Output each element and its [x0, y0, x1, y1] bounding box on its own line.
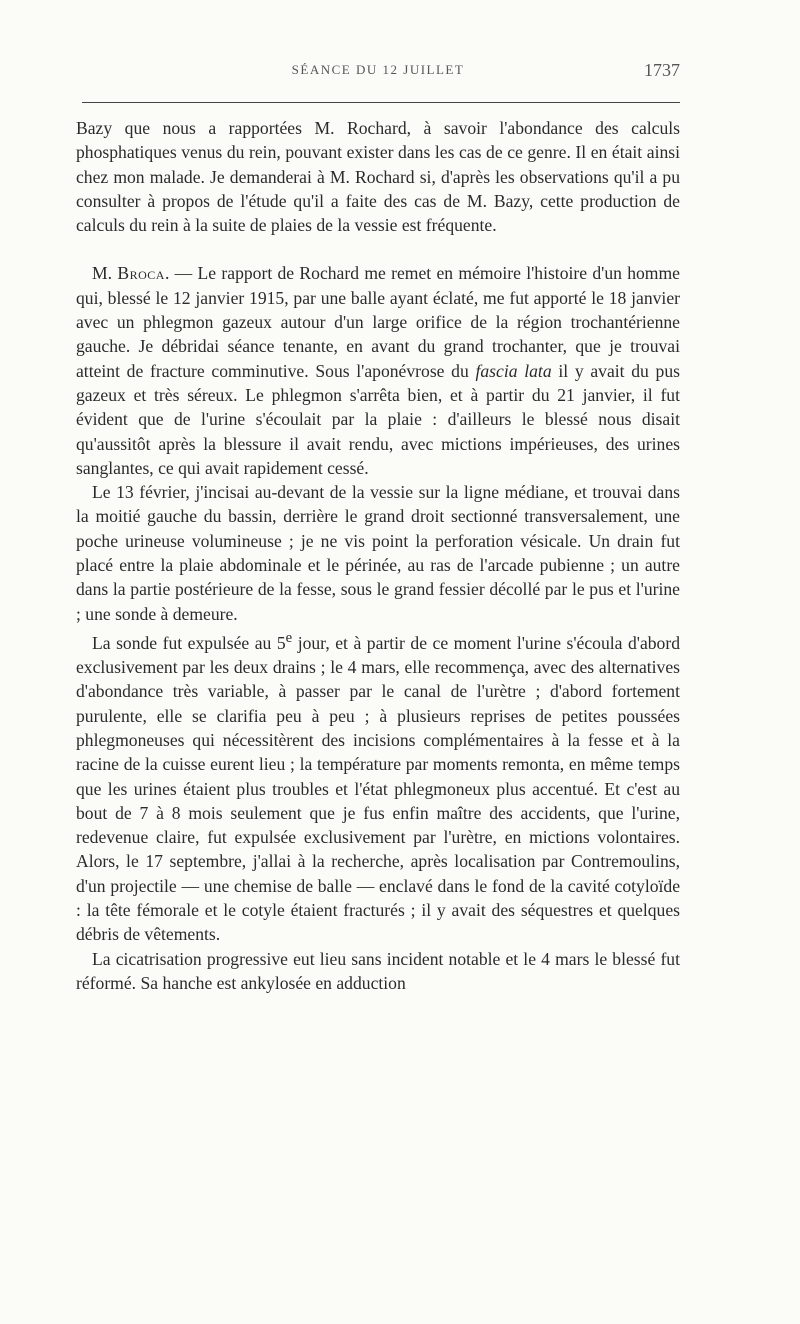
paragraph-outcome	[76, 947, 680, 996]
superscript: e	[285, 629, 293, 646]
text-run: La cicatrisation progressive eut lieu sans incident notable et le 4 mars le blessé fut réformé. Sa hanche est ankylosée en adduction	[76, 948, 680, 993]
running-head: SÉANCE DU 12 JUILLET	[291, 62, 465, 77]
text-run: M.	[92, 263, 118, 284]
speaker-name: Broca	[117, 263, 165, 284]
text-run: il y avait du pus gazeux et très séreux. Le phlegmon s'arrêta bien, et à partir du 21 janvier, il fut évident que de l'urine s'écoulait par la plaie : d'ailleurs le blessé nous disait qu'aussitôt après la blessure il avait rendu, avec mictions impérieuses, des urines sanglantes, ce qui avait rapidement cessé.	[76, 360, 680, 478]
paragraph-evolution	[76, 626, 680, 947]
body-text	[76, 116, 680, 995]
paragraph-surgery	[76, 480, 680, 626]
header-rule	[82, 102, 680, 103]
latin-term: fascia lata	[475, 360, 552, 381]
text-run: La sonde fut expulsée au 5	[92, 632, 286, 653]
text-run: Bazy que nous a rapportées M. Rochard, à savoir l'abondance des calculs phosphatiques venus du rein, pouvant exister dans les cas de ce genre. Il en était ainsi chez mon malade. Je demanderai à M. Rochard si, d'après les observations qu'il a pu consulter à propos de l'étude qu'il a faite des cas de M. Bazy, cette production de calculs du rein à la suite de plaies de la vessie est fréquente.	[76, 118, 680, 236]
paragraph-broca-intro	[76, 261, 680, 480]
page-header	[76, 60, 680, 90]
text-run: Le 13 février, j'incisai au-devant de la vessie sur la ligne médiane, et trouvai dans la moitié gauche du bassin, derrière le grand droit sectionné transversalement, une poche urineuse volumineuse ; je ne vis point la perforation vésicale. Un drain fut placé entre la plaie abdominale et le périnée, au ras de l'arcade pubienne ; un autre dans la partie postérieure de la fesse, sous le grand fessier décollé par le pus et l'urine ; une sonde à demeure.	[76, 482, 680, 624]
text-run: . — Le rapport de Rochard me remet en mémoire l'histoire d'un homme qui, blessé le 12 janvier 1915, par une balle ayant éclaté, me fut apporté le 18 janvier avec un phlegmon gazeux autour d'un large orifice de la région trochantérienne gauche. Je débridai séance tenante, en avant du grand trochanter, que je trouvai atteint de fracture comminutive. Sous l'aponévrose du	[76, 263, 680, 381]
text-run: jour, et à partir de ce moment l'urine s'écoula d'abord exclusivement par les deux drains ; le 4 mars, elle recommença, avec des alternatives d'abondance très variable, à passer par le canal de l'urètre ; d'abord fortement purulente, elle se clarifia peu à peu ; à plusieurs reprises de petites poussées phlegmoneuses qui nécessitèrent des incisions complémentaires à la fesse et à la racine de la cuisse eurent lieu ; la température par moments remonta, en même temps que les urines étaient plus troubles et l'état phlegmoneux plus accentué. Et c'est au bout de 7 à 8 mois seulement que je fus enfin maître des accidents, que l'urine, redevenue claire, fut expulsée exclusivement par l'urètre, en mictions volontaires. Alors, le 17 septembre, j'allai à la recherche, après localisation par Contremoulins, d'un projectile — une chemise de balle — enclavé dans le fond de la cavité cotyloïde : la tête fémorale et le cotyle étaient fracturés ; il y avait des séquestres et quelques débris de vêtements.	[76, 632, 681, 945]
paragraph-continuation	[76, 116, 680, 237]
page-number: 1737	[644, 60, 680, 80]
